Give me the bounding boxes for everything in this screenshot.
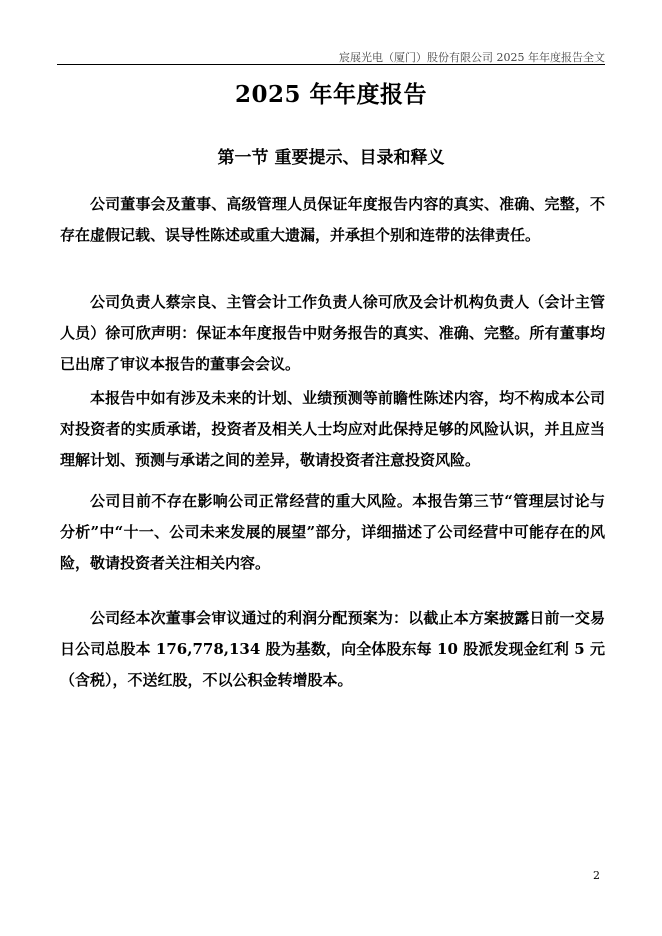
header-divider [57, 64, 605, 65]
paragraph-risk-notice: 公司目前不存在影响公司正常经营的重大风险。本报告第三节“管理层讨论与分析”中“十一、公司未来发展的展望”部分，详细描述了公司经营中可能存在的风险，敬请投资者关注相关内容。 [60, 492, 605, 572]
section-heading: 第一节 重要提示、目录和释义 [217, 148, 445, 168]
paragraph-responsible-persons: 公司负责人蔡宗良、主管会计工作负责人徐可欣及会计机构负责人（会计主管人员）徐可欣声明：保证本年度报告中财务报告的真实、准确、完整。所有董事均已出席了审议本报告的董事会会议。 [60, 293, 605, 373]
running-header: 宸展光电（厦门）股份有限公司 2025 年年度报告全文 [339, 51, 605, 64]
paragraph-board-guarantee: 公司董事会及董事、高级管理人员保证年度报告内容的真实、准确、完整，不存在虚假记载、误导性陈述或重大遗漏，并承担个别和连带的法律责任。 [60, 195, 605, 244]
paragraph-profit-distribution: 公司经本次董事会审议通过的利润分配预案为：以截止本方案披露日前一交易日公司总股本 176,778,134 股为基数，向全体股东每 10 股派发现金红利 5 元（含税），不送红股，不以公积金转增股本。 [60, 609, 605, 689]
report-title: 2025 年年度报告 [234, 81, 428, 108]
paragraph-forward-looking: 本报告中如有涉及未来的计划、业绩预测等前瞻性陈述内容，均不构成本公司对投资者的实质承诺，投资者及相关人士均应对此保持足够的风险认识，并且应当理解计划、预测与承诺之间的差异，敬请投资者注意投资风险。 [60, 389, 605, 469]
page-number: 2 [593, 869, 600, 882]
